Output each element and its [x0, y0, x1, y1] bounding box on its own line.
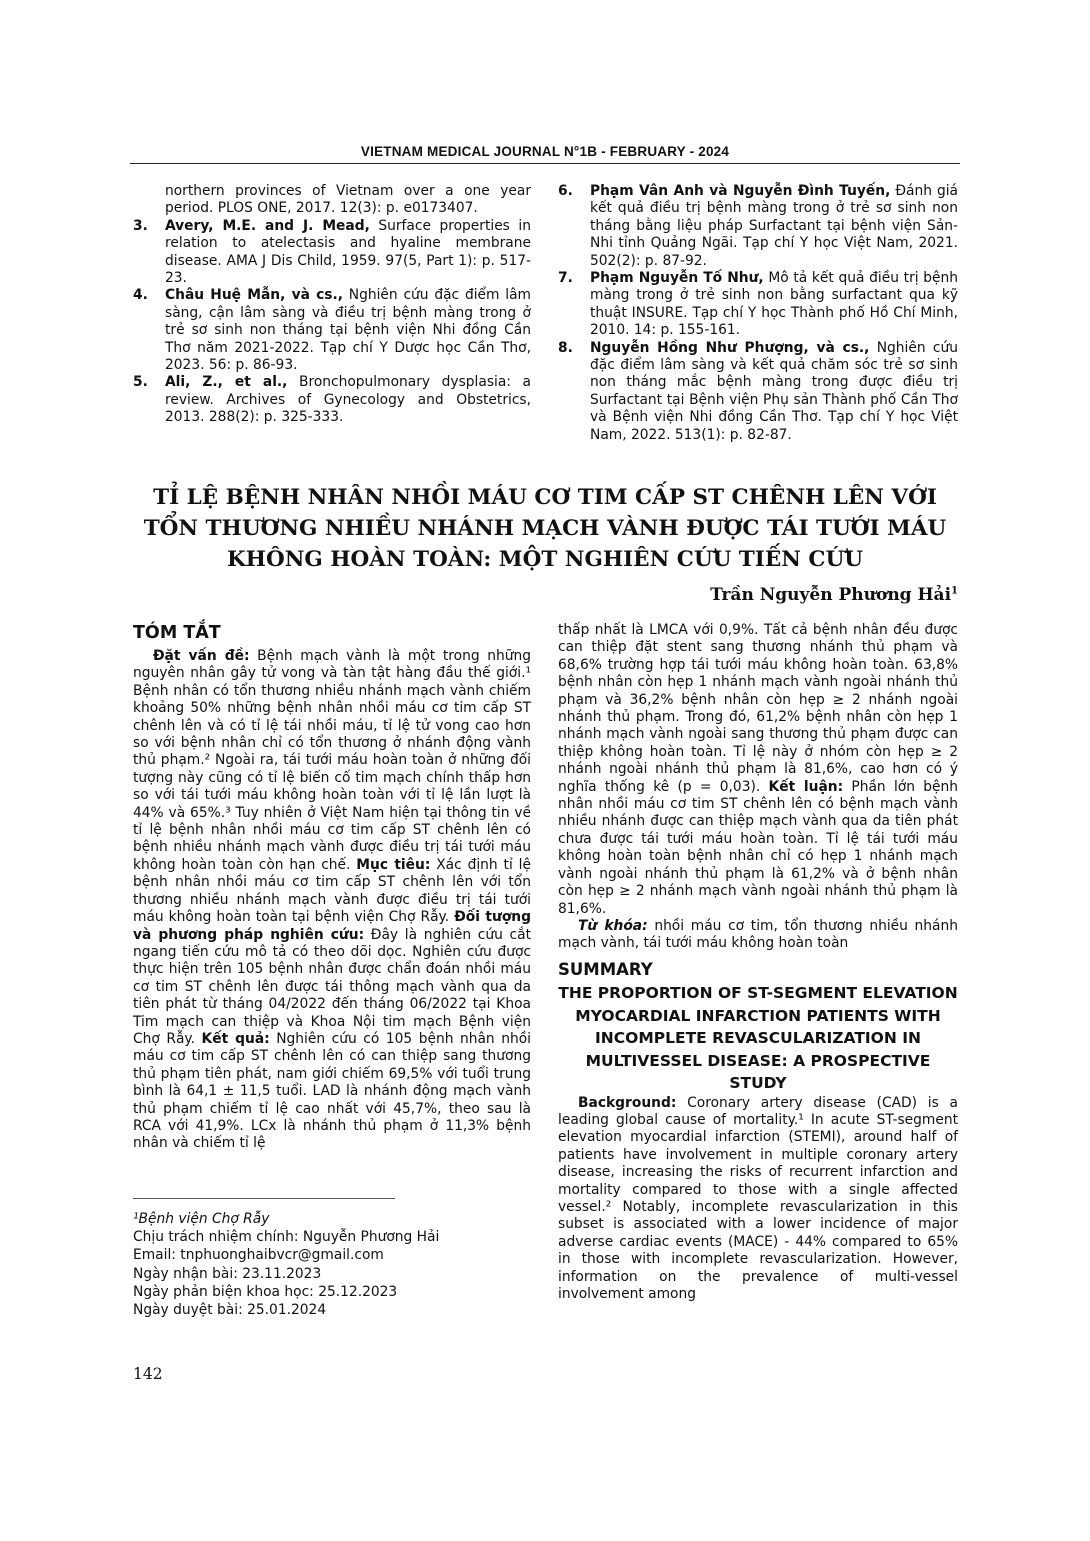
reference-item: [558, 183, 958, 270]
reference-item: [133, 218, 531, 288]
footnote-line: Ngày duyệt bài: 25.01.2024: [133, 1302, 327, 1319]
author-affiliation-marker: 1: [951, 585, 958, 597]
abstract-text: Nghiên cứu có 105 bệnh nhân nhồi máu cơ tim cấp ST chênh lên có can thiệp sang thương thủ phạm tiên phát, nam giới chiếm 69,5% với tuổi trung bình là 64,1 ± 11,5 tuổi. LAD là nhánh động mạch vành thủ phạm chiếm tỉ lệ cao nhất với 45,7%, theo sau là RCA với 41,9%. LCx là nhánh thủ phạm ở 11,3% bệnh nhân và chiếm tỉ lệ: [133, 1030, 531, 1152]
abstract-label: Kết quả:: [201, 1030, 270, 1047]
reference-text: northern provinces of Vietnam over a one year period. PLOS ONE, 2017. 12(3): p. e0173407.: [165, 183, 531, 217]
abstract-heading: TÓM TẮT: [133, 623, 221, 643]
reference-number: 8.: [558, 339, 573, 356]
abstract-text: Xác định tỉ lệ bệnh nhân nhồi máu cơ tim cấp ST chênh lên với tổn thương nhiều nhánh mạch vành được điều trị tái tưới máu không hoàn toàn tại bệnh viện Chợ Rẫy.: [133, 856, 531, 926]
journal-header: VIETNAM MEDICAL JOURNAL N°1B - FEBRUARY - 2024: [360, 144, 730, 159]
reference-authors: Phạm Vân Anh và Nguyễn Đình Tuyến,: [590, 183, 891, 199]
references-right: [558, 183, 958, 444]
article-title: [130, 482, 960, 575]
abstract-paragraph-continued: [558, 622, 958, 918]
title-line: TỈ LỆ BỆNH NHÂN NHỒI MÁU CƠ TIM CẤP ST CHÊNH LÊN VỚI: [153, 485, 937, 510]
reference-item: [133, 374, 531, 426]
footnote-affiliation: ¹Bệnh viện Chợ Rẫy: [133, 1211, 270, 1227]
footnote-line: Ngày phản biện khoa học: 25.12.2023: [133, 1283, 398, 1300]
reference-authors: Ali, Z., et al.,: [165, 374, 288, 391]
abstract-label: Kết luận:: [768, 778, 844, 795]
author-line: [710, 585, 958, 605]
reference-number: 6.: [558, 183, 573, 199]
footnote-rule: [133, 1198, 395, 1199]
abstract-label: Đặt vấn đề:: [153, 648, 250, 664]
reference-text: Nghiên cứu đặc điểm lâm sàng, cận lâm sàng và điều trị bệnh màng trong ở trẻ sơ sinh non tháng tại bệnh viện Nhi đồng Cần Thơ năm 2021-2022. Tạp chí Y Dược học Cần Thơ, 2023. 56: p. 86-93.: [165, 287, 531, 374]
english-title: THE PROPORTION OF ST-SEGMENT ELEVATION MYOCARDIAL INFARCTION PATIENTS WITH INCOMPLETE REVASCULARIZATION IN MULTIVESSEL DISEASE: A PROSPECTIVE STUDY: [558, 984, 958, 1093]
reference-authors: Nguyễn Hồng Như Phượng, và cs.,: [590, 339, 870, 356]
reference-item: [558, 270, 958, 340]
reference-text: Nghiên cứu đặc điểm lâm sàng và kết quả chăm sóc trẻ sơ sinh non tháng mắc bệnh màng trong được điều trị Surfactant tại Bệnh viện Phụ sản Thành phố Cần Thơ và Bệnh viện Nhi đồng Cần Thơ. Tạp chí Y học Việt Nam, 2022. 513(1): p. 82-87.: [590, 339, 958, 443]
keywords-label: Từ khóa:: [578, 917, 648, 934]
page-number: 142: [133, 1365, 163, 1383]
reference-number: 3.: [133, 217, 148, 234]
reference-text: Đánh giá kết quả điều trị bệnh màng trong ở trẻ sơ sinh non tháng bằng liệu pháp Surfactant tại bệnh viện Sản-Nhi tỉnh Quảng Ngãi. Tạp chí Y học Việt Nam, 2021. 502(2): p. 87-92.: [590, 183, 958, 269]
title-line: TỔN THƯƠNG NHIỀU NHÁNH MẠCH VÀNH ĐƯỢC TÁI TƯỚI MÁU: [143, 516, 947, 541]
reference-authors: Phạm Nguyễn Tố Như,: [590, 270, 764, 287]
abstract-paragraph: [133, 648, 531, 1153]
footnotes: [133, 1210, 531, 1319]
reference-authors: Avery, M.E. and J. Mead,: [165, 217, 370, 234]
summary-text: Coronary artery disease (CAD) is a leading global cause of mortality.¹ In acute ST-segment elevation myocardial infarction (STEMI), around half of patients have involvement in multiple coronary artery disease, increasing the risks of recurrent infarction and mortality compared to those with a single affected vessel.² Notably, incomplete revascularization in this subset is associated with a lower incidence of major adverse cardiac events (MACE) - 44% compared to 65% in those with incomplete revascularization. However, information on the prevalence of multi-vessel involvement among: [558, 1094, 958, 1303]
reference-text: Mô tả kết quả điều trị bệnh màng trong ở trẻ sinh non bằng surfactant qua kỹ thuật INSURE. Tạp chí Y học Thành phố Hồ Chí Minh, 2010. 14: p. 155-161.: [590, 270, 958, 339]
footnote-line: Ngày nhận bài: 23.11.2023: [133, 1265, 322, 1282]
reference-item: [133, 287, 531, 374]
reference-number: 5.: [133, 374, 148, 391]
header-rule: [130, 163, 960, 164]
keywords-text: nhồi máu cơ tim, tổn thương nhiều nhánh mạch vành, tái tưới máu không hoàn toàn: [558, 917, 958, 952]
author-name: Trần Nguyễn Phương Hải: [710, 585, 952, 605]
footnote-line: Chịu trách nhiệm chính: Nguyễn Phương Hải: [133, 1229, 440, 1246]
abstract-left-column: [133, 622, 531, 1153]
footnote-line: Email: tnphuonghaibvcr@gmail.com: [133, 1247, 384, 1264]
abstract-label: Mục tiêu:: [356, 856, 431, 873]
reference-text: Bronchopulmonary dysplasia: a review. Archives of Gynecology and Obstetrics, 2013. 288(2): p. 325-333.: [165, 374, 531, 426]
summary-heading: SUMMARY: [558, 959, 653, 979]
title-line: KHÔNG HOÀN TOÀN: MỘT NGHIÊN CỨU TIẾN CỨU: [226, 547, 863, 572]
abstract-text: Đây là nghiên cứu cắt ngang tiến cứu mô tả có theo dõi dọc. Nghiên cứu được thực hiện trên 105 bệnh nhân được chẩn đoán nhồi máu cơ tim ST chênh lên được tái thông mạch vành qua da tiên phát từ tháng 04/2022 đến tháng 06/2022 tại Khoa Tim mạch can thiệp và Khoa Nội tim mạch Bệnh viện Chợ Rẫy.: [133, 926, 531, 1047]
keywords: [558, 918, 958, 953]
reference-item: [133, 183, 531, 218]
abstract-text: Phần lớn bệnh nhân nhồi máu cơ tim ST chênh lên có bệnh mạch vành nhiều nhánh được can thiệp mạch vành qua da tiên phát chưa được tái tưới máu hoàn toàn. Tỉ lệ tái tưới máu không hoàn toàn bệnh nhân chỉ có hẹp 1 nhánh mạch vành ngoài nhánh thủ phạm là 61,2% và ở bệnh nhân còn hẹp ≥ 2 nhánh mạch vành ngoài nhánh thủ phạm là 81,6%.: [558, 778, 958, 917]
references-left: [133, 183, 531, 427]
reference-number: 7.: [558, 270, 573, 287]
reference-authors: Châu Huệ Mẫn, và cs.,: [165, 287, 343, 304]
abstract-text: thấp nhất là LMCA với 0,9%. Tất cả bệnh nhân đều được can thiệp đặt stent sang thương nhánh thủ phạm và 68,6% trường hợp tái tưới máu không hoàn toàn. 63,8% bệnh nhân còn hẹp 1 nhánh mạch vành ngoài nhánh thủ phạm và 36,2% bệnh nhân còn hẹp ≥ 2 nhánh ngoài nhánh thủ phạm. Trong đó, 61,2% bệnh nhân còn hẹp 1 nhánh mạch vành ngoài sang thương thủ phạm được can thiệp không hoàn toàn. Tỉ lệ này ở nhóm còn hẹp ≥ 2 nhánh ngoài nhánh thủ phạm là 81,6%, cao hơn có ý nghĩa thống kê (p = 0,03).: [558, 622, 958, 795]
summary-paragraph: [558, 1095, 958, 1304]
reference-number: 4.: [133, 287, 148, 304]
abstract-right-column: [558, 622, 958, 1304]
reference-text: Surface properties in relation to atelectasis and hyaline membrane disease. AMA J Dis Child, 1959. 97(5, Part 1): p. 517-23.: [165, 217, 531, 287]
abstract-label: Đối tượng và phương pháp nghiên cứu:: [133, 909, 532, 943]
reference-item: [558, 340, 958, 444]
summary-label: Background:: [578, 1094, 677, 1111]
abstract-text: Bệnh mạch vành là một trong những nguyên nhân gây tử vong và tàn tật hàng đầu thế giới.¹ Bệnh nhân có tổn thương nhiều nhánh mạch vành chiếm khoảng 50% những bệnh nhân nhồi máu cơ tim cấp ST chênh lên và có tỉ lệ tái nhồi máu, tỉ lệ tử vong cao hơn so với bệnh nhân chỉ có tổn thương ở nhánh động vành thủ phạm.² Ngoài ra, tái tưới máu hoàn toàn ở những đối tượng này cũng có tỉ lệ biến cố tim mạch chính thấp hơn so với tái tưới máu không hoàn toàn với tỉ lệ lần lượt là 44% và 65%.³ Tuy nhiên ở Việt Nam hiện tại thông tin về tỉ lệ bệnh nhân nhồi máu cơ tim cấp ST chênh lên có bệnh nhiều nhánh mạch vành được điều trị tái tưới máu không hoàn toàn còn hạn chế.: [133, 648, 531, 873]
